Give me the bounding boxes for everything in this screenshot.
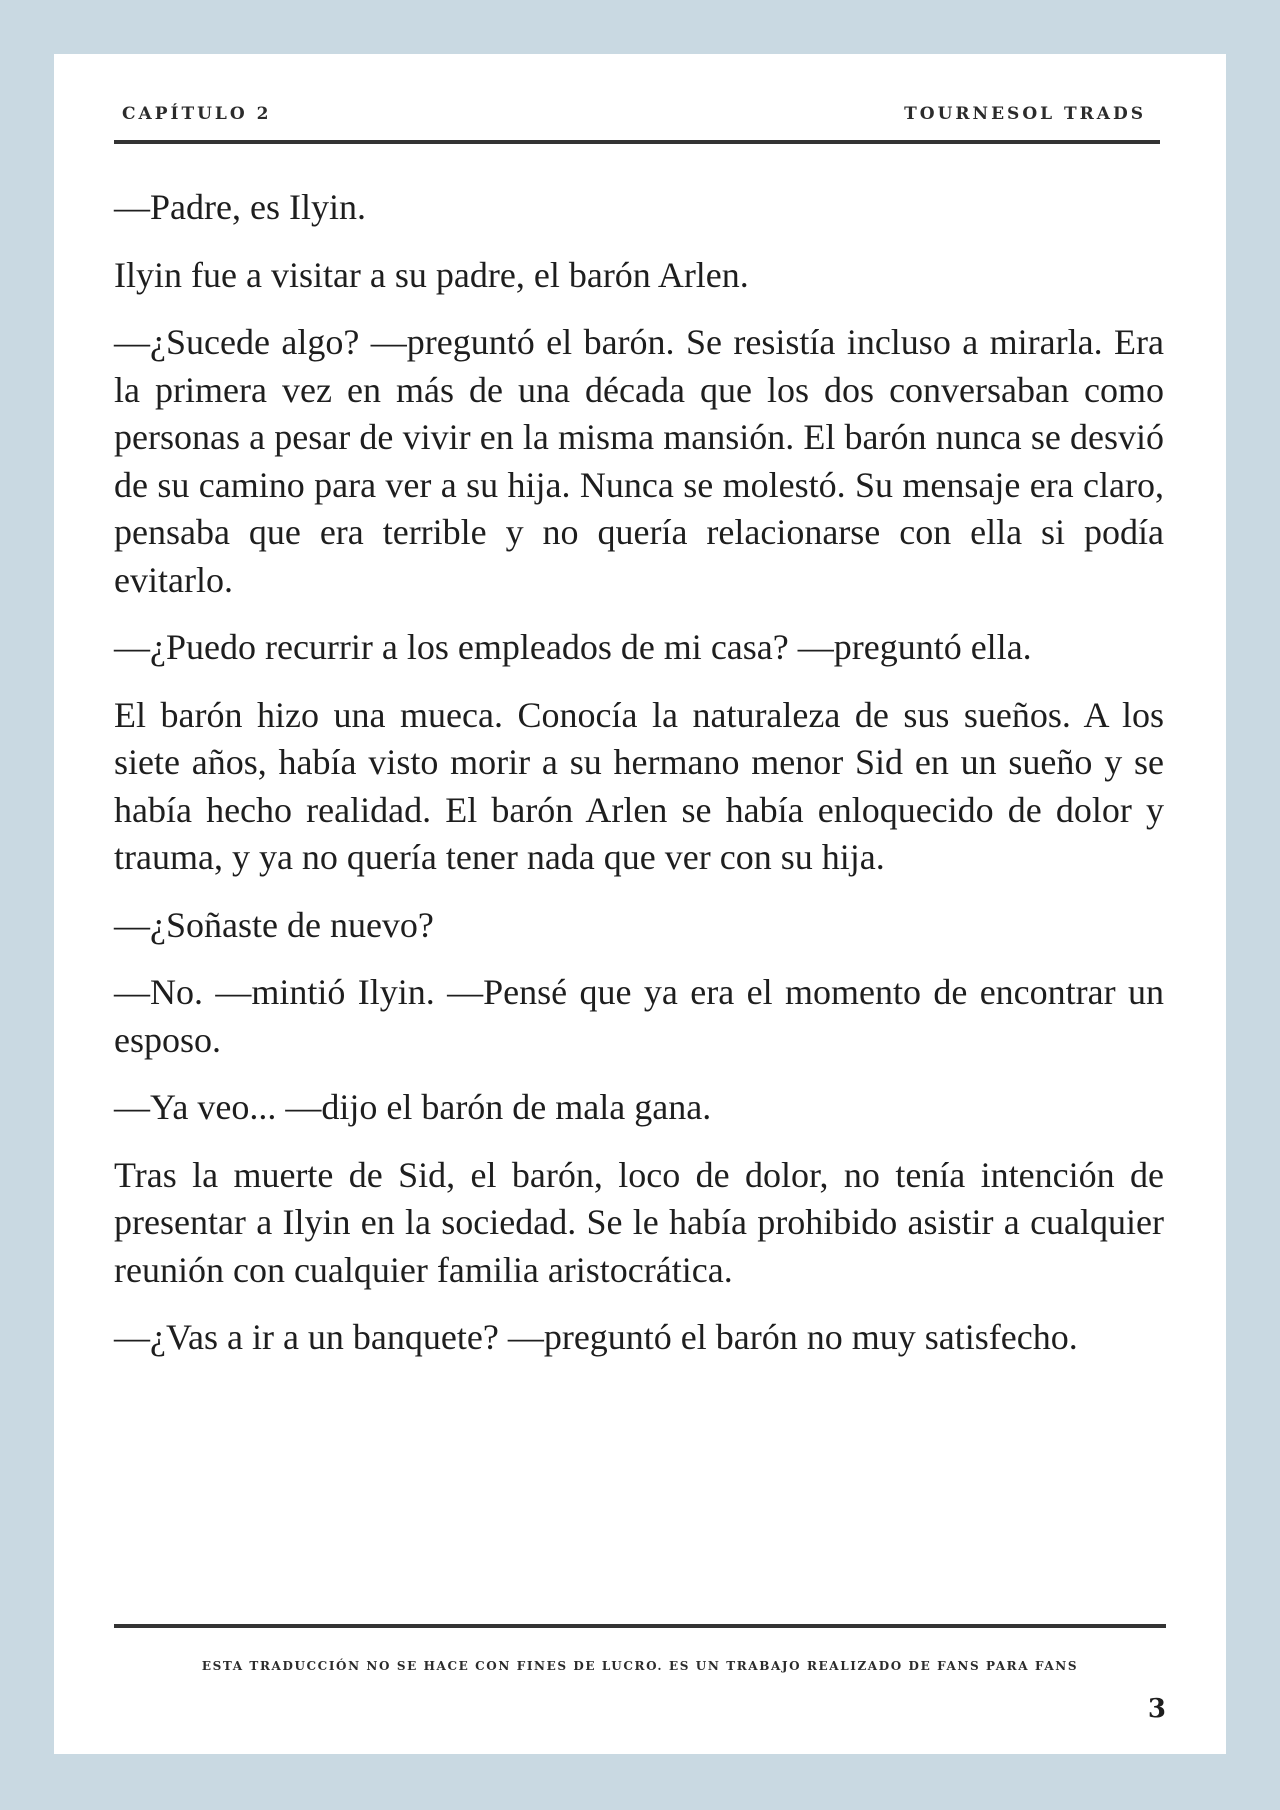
paragraph: —¿Sucede algo? —preguntó el barón. Se resistía incluso a mirarla. Era la primera vez en más de una década que los dos conversaban como personas a pesar de vivir en la misma mansión. El barón nunca se desvió de su camino para ver a su hija. Nunca se molestó. Su mensaje era claro, pensaba que era terrible y no quería relacionarse con ella si podía evitarlo. [114, 322, 1164, 600]
document-page [54, 54, 1226, 1754]
paragraph: —¿Vas a ir a un banquete? —preguntó el barón no muy satisfecho. [114, 1317, 1078, 1357]
page-header [114, 104, 1160, 132]
paragraph: Tras la muerte de Sid, el barón, loco de dolor, no tenía intención de presentar a Ilyin en la sociedad. Se le había prohibido asistir a cualquier reunión con cualquier familia aristocrática. [114, 1154, 1164, 1290]
page-number: 3 [1147, 1694, 1166, 1724]
paragraph: El barón hizo una mueca. Conocía la naturaleza de sus sueños. A los siete años, había visto morir a su hermano menor Sid en un sueño y se había hecho realidad. El barón Arlen se había enloquecido de dolor y trauma, y ya no quería tener nada que ver con su hija. [114, 694, 1164, 877]
paragraph: —¿Puedo recurrir a los empleados de mi casa? —preguntó ella. [114, 627, 1032, 667]
translator-group-label: TOURNESOL TRADS [904, 104, 1146, 124]
paragraph: —¿Soñaste de nuevo? [114, 904, 434, 945]
chapter-text [114, 184, 1164, 1382]
paragraph: —Ya veo... —dijo el barón de mala gana. [114, 1087, 712, 1127]
paragraph: Ilyin fue a visitar a su padre, el barón Arlen. [114, 254, 749, 295]
chapter-label: CAPÍTULO 2 [122, 104, 272, 124]
footer-divider [114, 1624, 1166, 1628]
disclaimer-note: ESTA TRADUCCIÓN NO SE HACE CON FINES DE LUCRO. ES UN TRABAJO REALIZADO DE FANS PARA FANS [201, 1659, 1079, 1673]
paragraph: —No. —mintió Ilyin. —Pensé que ya era el momento de encontrar un esposo. [114, 972, 1164, 1060]
paragraph: —Padre, es Ilyin. [114, 187, 366, 227]
header-divider [114, 140, 1160, 144]
